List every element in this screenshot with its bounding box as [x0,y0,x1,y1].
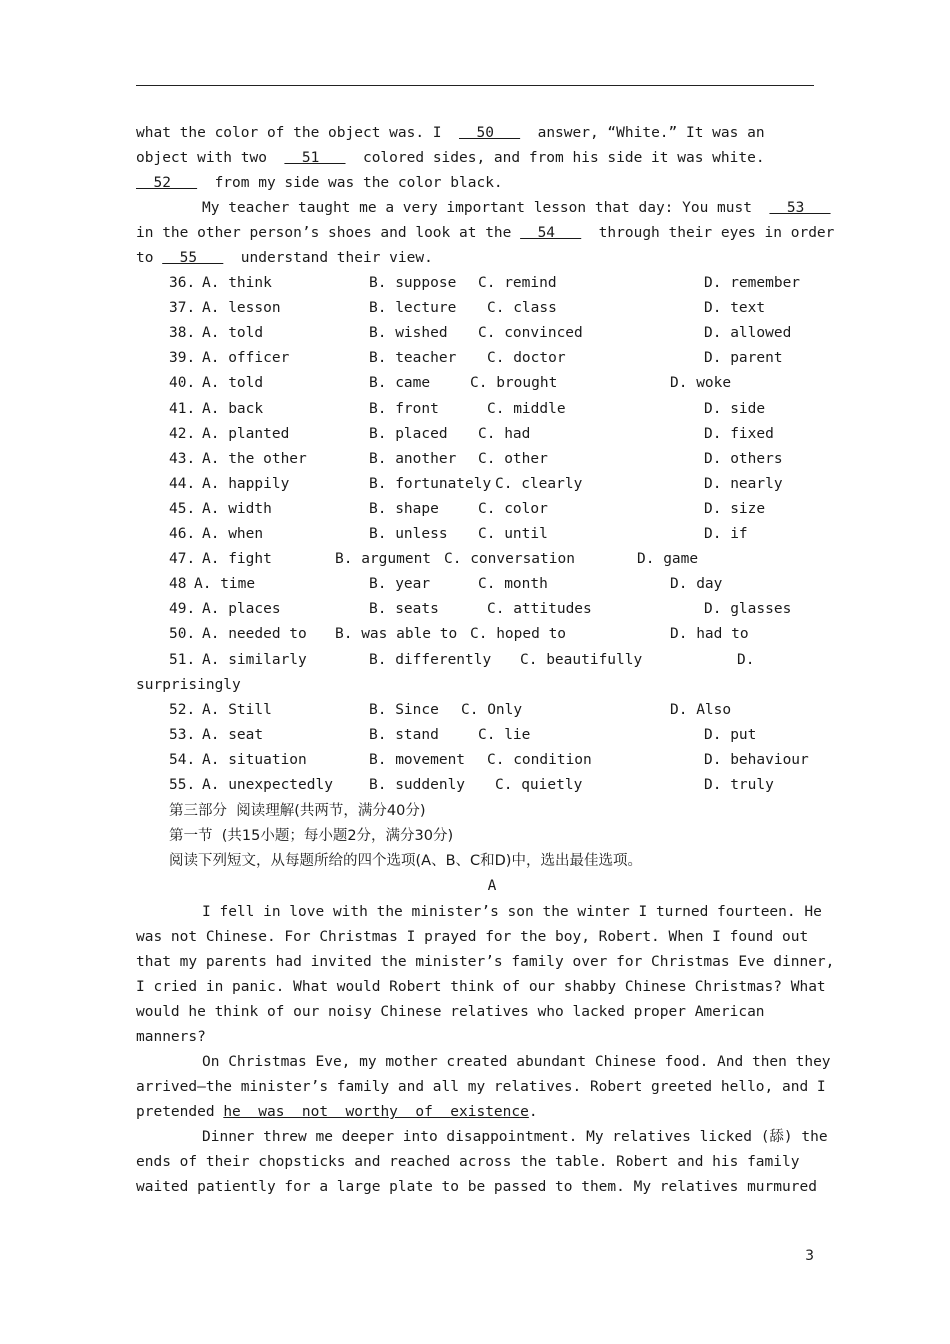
question-number: 52. [169,701,196,718]
option-b: B. shape [369,500,439,517]
question-number: 38. [169,325,196,342]
cloze-line [136,248,836,268]
option-c: C. hoped to [470,626,567,643]
option-c: C. condition [487,751,592,768]
option-a: A. unexpectedly [202,777,333,793]
option-d: D. allowed [704,325,792,342]
option-a: A. planted [202,425,290,442]
passage-line [136,952,836,972]
option-b: B. seats [369,601,439,618]
instructions: 阅读下列短文，从每题所给的四个选项(A、B、C和D)中，选出最佳选项。 [169,853,642,869]
option-b: B. teacher [369,350,457,367]
option-a: A. time [194,576,256,593]
question-number: 36. [169,275,196,291]
underlined-phrase: he was not worthy of existence [223,1104,529,1120]
blank-number: 53 [769,200,831,216]
option-b: B. another [369,450,457,467]
passage-line [136,927,836,947]
option-a: surprisingly [136,676,241,693]
option-c: C. lie [478,726,531,743]
option-b: B. stand [369,726,439,743]
passage-line [202,1052,902,1072]
option-a: A. back [202,400,264,417]
option-a: A. when [202,526,264,542]
passage-line [136,1102,836,1122]
option-c: C. quietly [495,777,583,793]
line-text: I cried in panic. What would Robert think of our shabby Chinese Christmas? What [136,979,826,995]
option-d: D. woke [670,375,732,392]
passage-line [136,1027,836,1047]
option-b: B. fortunately [369,475,492,492]
option-b: B. front [369,400,439,417]
option-d: D. others [704,450,783,467]
option-b: B. placed [369,425,448,442]
option-d: D. parent [704,350,783,367]
option-b: B. unless [369,526,448,542]
line-text: colored sides, and from his side it was white. [345,150,765,166]
option-d: D. if [704,526,748,542]
option-a: A. width [202,500,272,517]
line-text: waited patiently for a large plate to be passed to them. My relatives murmured [136,1179,817,1195]
option-c: C. had [478,425,531,442]
line-text: object with two [136,150,285,166]
option-d: D. had to [670,626,749,643]
option-b: B. lecture [369,300,457,317]
option-c: C. other [478,450,548,467]
line-text: answer, “White.” It was an [520,125,765,141]
cloze-line [136,123,836,143]
line-text: would he think of our noisy Chinese relatives who lacked proper American [136,1004,765,1020]
option-b: B. differently [369,651,492,668]
line-text: was not Chinese. For Christmas I prayed for the boy, Robert. When I found out [136,929,809,945]
option-a: A. told [202,325,264,342]
option-a: A. needed to [202,626,307,643]
passage-line [136,1077,836,1097]
period: . [528,1104,538,1120]
page-number: 3 [805,1248,814,1264]
line-text: that my parents had invited the minister’s family over for Christmas Eve dinner, [136,954,835,970]
question-number: 48 [169,576,187,593]
option-c: C. beautifully [520,651,643,668]
option-d: D. behaviour [704,751,809,768]
option-c: C. middle [487,400,566,417]
blank-number: 51 [284,150,346,166]
option-d: D. Also [670,701,732,718]
option-b: B. suddenly [369,777,466,793]
option-a: A. told [202,375,264,392]
passage-line [136,1152,836,1172]
option-d: D. size [704,500,766,517]
blank-number: 50 [459,125,521,141]
option-d: D. put [704,726,757,743]
line-text: Dinner threw me deeper into disappointment. My relatives licked (舔) the [202,1129,828,1145]
question-number: 53. [169,726,196,743]
blank-number: 54 [520,225,582,241]
passage-letter: A [487,878,497,894]
line-text: manners? [136,1029,206,1045]
passage-line [136,1177,836,1197]
question-number: 51. [169,651,196,668]
question-number: 37. [169,300,196,317]
line-text: arrived—the minister’s family and all my relatives. Robert greeted hello, and I [136,1079,826,1095]
option-c: C. convinced [478,325,583,342]
question-number: 42. [169,425,196,442]
option-a: A. think [202,275,272,291]
cloze-line [202,198,902,218]
option-a: A. the other [202,450,307,467]
line-text: understand their view. [223,250,433,266]
option-b: B. argument [335,551,432,568]
option-b: B. suppose [369,275,457,291]
cloze-line [136,223,836,243]
option-c: C. month [478,576,548,593]
option-d: D. nearly [704,475,783,492]
option-a: A. happily [202,475,290,492]
passage-line [136,1002,836,1022]
line-text: On Christmas Eve, my mother created abundant Chinese food. And then they [202,1054,831,1070]
option-c: C. until [478,526,548,542]
option-a: A. fight [202,551,272,568]
option-c: C. attitudes [487,601,592,618]
question-number: 54. [169,751,196,768]
option-c: C. doctor [487,350,566,367]
option-b: B. wished [369,325,448,342]
line-text: ends of their chopsticks and reached across the table. Robert and his family [136,1154,800,1170]
section-heading: 第一节 (共15小题；每小题2分，满分30分) [169,828,454,844]
blank-number: 52 [136,175,198,191]
line-text: in the other person’s shoes and look at the [136,225,521,241]
question-number: 45. [169,500,196,517]
question-number: 49. [169,601,196,618]
option-a: A. places [202,601,281,618]
line-text: what the color of the object was. I [136,125,460,141]
cloze-line [136,173,836,193]
line-text: to [136,250,163,266]
question-number: 41. [169,400,196,417]
option-d: D. remember [704,275,801,291]
option-b: B. year [369,576,431,593]
option-a: A. officer [202,350,290,367]
option-c: C. class [487,300,557,317]
line-text: My teacher taught me a very important lesson that day: You must [202,200,770,216]
option-c: C. conversation [444,551,575,568]
option-d: D. text [704,300,766,317]
option-d: D. day [670,576,723,593]
question-number: 44. [169,475,196,492]
passage-line [202,902,902,922]
option-b: B. came [369,375,431,392]
option-a: A. seat [202,726,264,743]
option-b: B. Since [369,701,439,718]
option-c: C. color [478,500,548,517]
line-text: through their eyes in order [581,225,835,241]
option-a: A. lesson [202,300,281,317]
passage-line [136,977,836,997]
option-b: B. was able to [335,626,458,643]
part-heading: 第三部分 阅读理解(共两节，满分40分) [169,803,426,819]
cloze-line [136,148,836,168]
option-d: D. [737,651,755,668]
option-d: D. side [704,400,766,417]
blank-number: 55 [162,250,224,266]
option-a: A. similarly [202,651,307,668]
line-text: I fell in love with the minister’s son the winter I turned fourteen. He [202,904,822,920]
question-number: 46. [169,526,196,542]
line-text: from my side was the color black. [197,175,503,191]
question-number: 39. [169,350,196,367]
question-number: 50. [169,626,196,643]
option-b: B. movement [369,751,466,768]
option-a: A. Still [202,701,272,718]
passage-line [202,1127,902,1147]
question-number: 55. [169,777,196,793]
question-number: 47. [169,551,196,568]
line-text: pretended [136,1104,224,1120]
header-rule [136,85,814,86]
option-d: D. truly [704,777,774,793]
question-number: 43. [169,450,196,467]
option-d: D. game [637,551,699,568]
option-c: C. clearly [495,475,583,492]
option-a: A. situation [202,751,307,768]
option-d: D. fixed [704,425,774,442]
option-d: D. glasses [704,601,792,618]
option-c: C. Only [461,701,523,718]
question-number: 40. [169,375,196,392]
option-c: C. brought [470,375,558,392]
option-c: C. remind [478,275,557,291]
